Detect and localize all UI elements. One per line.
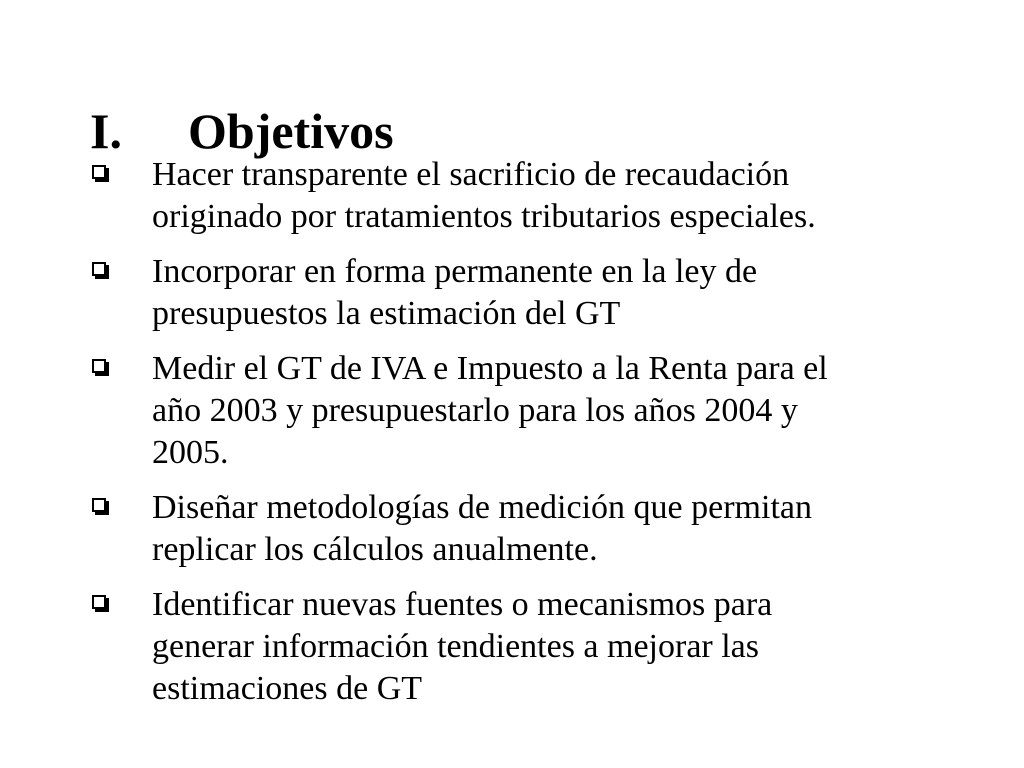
bullet-marker bbox=[86, 348, 152, 389]
bullet-marker bbox=[86, 584, 152, 625]
title-section-number: I. bbox=[90, 102, 122, 159]
checkbox-icon bbox=[92, 359, 106, 373]
objective-text: Identificar nuevas fuentes o mecanismos para generar información tendientes a mejorar las estimaciones de GT bbox=[152, 586, 773, 707]
checkbox-icon bbox=[92, 498, 106, 512]
objective-text: Medir el GT de IVA e Impuesto a la Renta para el año 2003 y presupuestarlo para los años 2004 y 2005. bbox=[152, 350, 828, 471]
objective-item bbox=[86, 348, 966, 474]
bullet-marker bbox=[86, 487, 152, 528]
title-label: Objetivos bbox=[188, 102, 394, 159]
checkbox-icon bbox=[92, 595, 106, 609]
checkbox-icon bbox=[92, 262, 106, 276]
checkbox-icon bbox=[92, 165, 106, 179]
objective-item bbox=[86, 584, 966, 710]
objective-item bbox=[86, 487, 966, 571]
bullet-marker bbox=[86, 251, 152, 292]
bullet-marker bbox=[86, 154, 152, 195]
objective-text: Diseñar metodologías de medición que permitan replicar los cálculos anualmente. bbox=[152, 489, 812, 568]
objective-item bbox=[86, 251, 966, 335]
objective-text: Hacer transparente el sacrificio de recaudación originado por tratamientos tributarios especiales. bbox=[152, 156, 816, 235]
objective-text: Incorporar en forma permanente en la ley de presupuestos la estimación del GT bbox=[152, 253, 758, 332]
objectives-list bbox=[86, 154, 966, 723]
objective-item bbox=[86, 154, 966, 238]
